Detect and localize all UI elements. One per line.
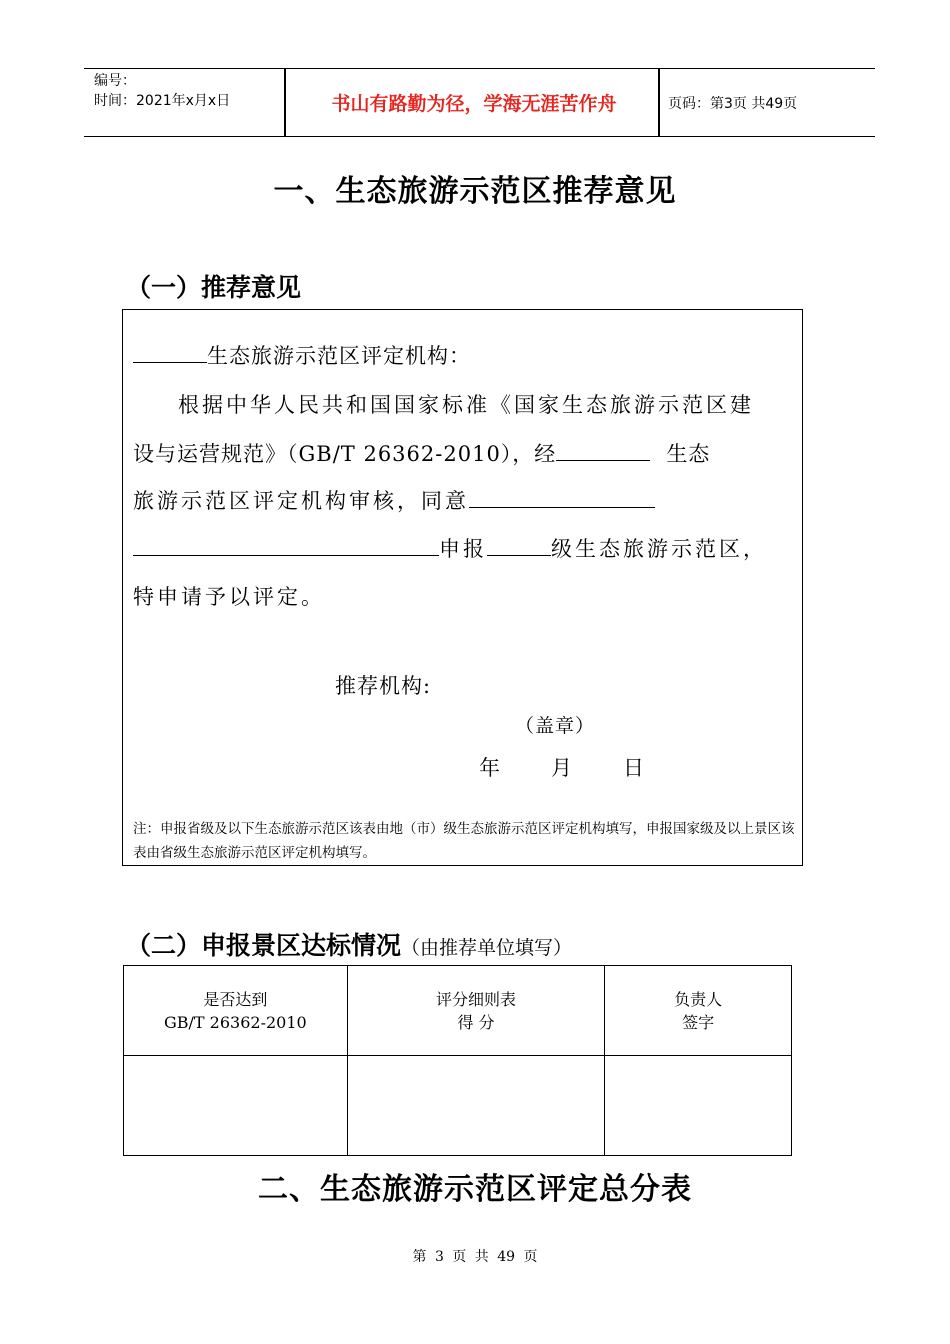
- body-line-5: 特申请予以评定。: [133, 585, 325, 609]
- page-header: [84, 68, 875, 137]
- header-cell-line: 负责人: [674, 990, 723, 1009]
- header-cell-line: GB/T 26362-2010: [163, 1013, 307, 1032]
- date-day: 日: [623, 756, 647, 780]
- section2-heading: [126, 926, 572, 962]
- table-header-row: [124, 966, 792, 1056]
- body-line-3: [133, 485, 655, 515]
- table-cell[interactable]: [347, 1056, 605, 1156]
- table-row: [124, 1056, 792, 1156]
- compliance-table: [123, 965, 792, 1156]
- table-header-cell: [347, 966, 605, 1056]
- blank-field[interactable]: [469, 487, 655, 508]
- page-footer: 第 3 页 共 49 页: [412, 1249, 538, 1265]
- page-title: 一、生态旅游示范区推荐意见: [273, 174, 677, 209]
- body-line-2b: 生态: [666, 442, 711, 466]
- recommender-label: 推荐机构:: [335, 674, 432, 698]
- body-line-2: [133, 438, 710, 468]
- date-month: 月: [551, 756, 575, 780]
- section1-heading: （一）推荐意见: [126, 273, 302, 302]
- date-year: 年: [479, 756, 503, 780]
- header-cell-line: 签字: [682, 1013, 715, 1032]
- body-line-4b: 级生态旅游示范区，: [551, 537, 767, 561]
- body-line-4: [133, 533, 767, 563]
- blank-field[interactable]: [133, 535, 439, 556]
- section2-subnote: （由推荐单位填写）: [401, 937, 573, 959]
- header-time-label: 时间：2021年x月x日: [94, 93, 231, 109]
- table-header-cell: [124, 966, 348, 1056]
- blank-field[interactable]: [487, 535, 551, 556]
- recommendation-box: [122, 309, 803, 866]
- box-note: 注：申报省级及以下生态旅游示范区该表由地（市）级生态旅游示范区评定机构填写，申报国家级及以上景区该表由省级生态旅游示范区评定机构填写。: [133, 821, 795, 861]
- salutation-text: 生态旅游示范区评定机构：: [207, 344, 471, 368]
- seal-label: （盖章）: [515, 715, 596, 737]
- salutation-line: [133, 340, 471, 370]
- blank-field[interactable]: [556, 440, 650, 461]
- body-line-1: 根据中华人民共和国国家标准《国家生态旅游示范区建: [178, 393, 754, 417]
- body-line-2a: 设与运营规范》（GB/T 26362-2010），经: [133, 442, 557, 466]
- header-cell-line: 得 分: [457, 1013, 495, 1032]
- table-header-cell: [605, 966, 792, 1056]
- header-motto: 书山有路勤为径，学海无涯苦作舟: [331, 93, 617, 115]
- header-divider: [284, 69, 286, 136]
- body-line-4a: 申报: [439, 537, 487, 561]
- section2-heading-text: （二）申报景区达标情况: [126, 931, 402, 960]
- header-cell-line: 评分细则表: [435, 990, 516, 1009]
- header-number-label: 编号：: [94, 73, 136, 89]
- table-cell[interactable]: [124, 1056, 348, 1156]
- header-cell-line: 是否达到: [203, 990, 268, 1009]
- header-meta: [94, 71, 230, 111]
- table-cell[interactable]: [605, 1056, 792, 1156]
- header-page-info: 页码：第3页 共49页: [668, 96, 798, 112]
- section-title-2: 二、生态旅游示范区评定总分表: [258, 1172, 692, 1207]
- body-line-3-text: 旅游示范区评定机构审核，同意: [133, 489, 469, 513]
- blank-field[interactable]: [133, 342, 207, 363]
